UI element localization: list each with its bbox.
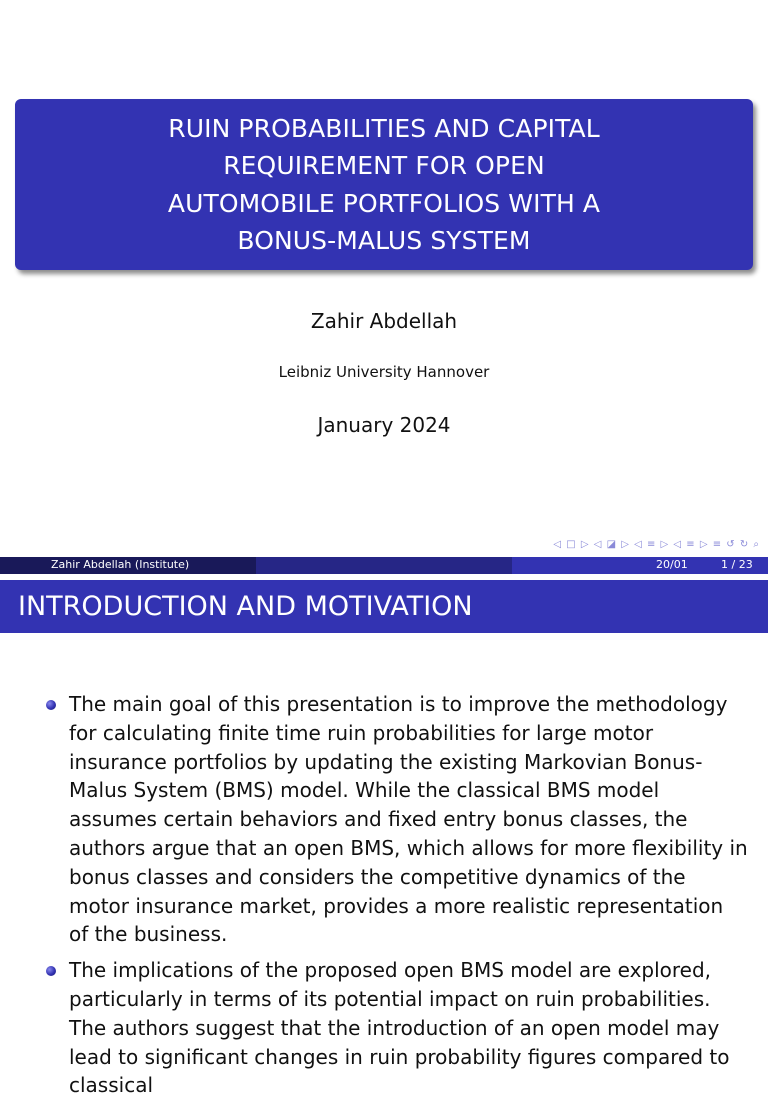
presentation-title — [168, 110, 600, 260]
footer-author-institute: Zahir Abdellah (Institute) — [51, 558, 190, 571]
footer-short-date: 20/01 — [656, 558, 688, 571]
title-block — [15, 99, 753, 270]
slide-footer — [0, 557, 768, 574]
title-line: RUIN PROBABILITIES AND CAPITAL — [168, 113, 600, 143]
frame-title: INTRODUCTION AND MOTIVATION — [18, 591, 473, 622]
presentation-date: January 2024 — [317, 413, 451, 437]
footer-page-number: 1 / 23 — [721, 558, 753, 571]
navigation-symbols[interactable]: ◁ □ ▷ ◁ ◪ ▷ ◁ ≡ ▷ ◁ ≡ ▷ ≡ ↺ ↻ ⌕ — [553, 539, 760, 550]
title-line: REQUIREMENT FOR OPEN — [223, 151, 545, 180]
frame-title-bar — [0, 580, 768, 633]
list-item — [0, 690, 768, 949]
bullet-text: The main goal of this presentation is to improve the methodology for calculating finite time ruin probabilities for large motor insurance portfolios by updating the existing Markovian Bonus-Malus System (BMS) model. While the classical BMS model assumes certain behaviors and fixed entry bonus classes, the authors argue that an open BMS, which allows for more flexibility in bonus classes and considers the competitive dynamics of the motor insurance market, provides a more realistic representation of the business. — [69, 692, 748, 947]
institution: Leibniz University Hannover — [278, 363, 490, 381]
title-line: BONUS-MALUS SYSTEM — [237, 226, 531, 255]
list-item — [0, 956, 768, 1100]
bullet-text: The implications of the proposed open BMS model are explored, particularly in terms of its potential impact on ruin probabilities. The authors suggest that the introduction of an open model may lead to significant changes in ruin probability figures compared to classical — [69, 958, 730, 1098]
bullet-icon — [46, 966, 56, 976]
bullet-list — [0, 690, 768, 1107]
footer-middle-segment — [256, 557, 512, 574]
bullet-icon — [46, 700, 56, 710]
author-name: Zahir Abdellah — [310, 309, 458, 333]
title-line: AUTOMOBILE PORTFOLIOS WITH A — [167, 188, 601, 218]
